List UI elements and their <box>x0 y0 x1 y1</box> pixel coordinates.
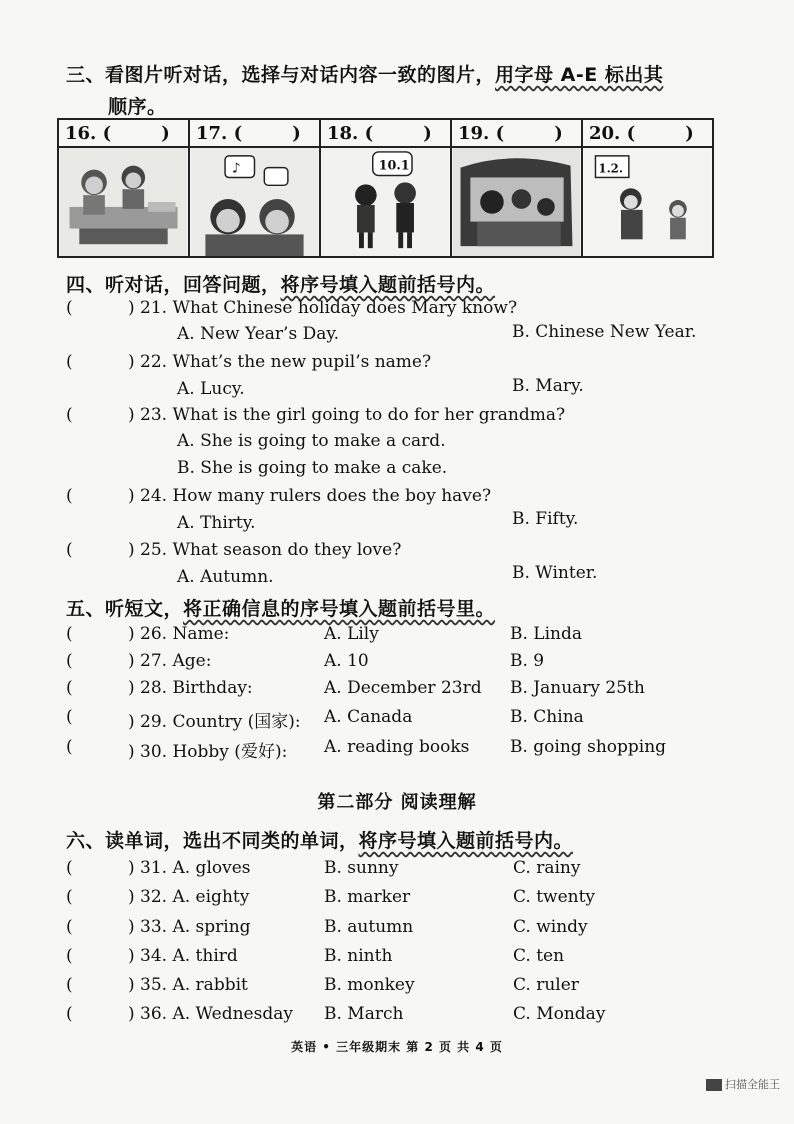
question-text: ) 23. What is the girl going to do for her grandma? <box>128 405 566 425</box>
scanner-watermark <box>706 1076 780 1092</box>
section6-title-underlined: 将序号填入题前括号内。 <box>358 830 574 852</box>
part2-title: 第二部分 阅读理解 <box>317 792 477 813</box>
word-option-c: C. windy <box>513 917 588 937</box>
family-picture <box>452 148 581 256</box>
info-label: ) 27. Age: <box>128 651 212 671</box>
pic18-bubble-text: 10.1 <box>378 158 410 174</box>
option-21-a: A. New Year’s Day. <box>177 324 340 344</box>
picture-cell-19 <box>452 120 583 256</box>
section5-title <box>66 594 495 621</box>
option-25-b: B. Winter. <box>512 563 598 583</box>
section3-title-underlined: 用字母 A-E 标出其 <box>495 64 664 86</box>
word-option-a: ) 35. A. rabbit <box>128 975 248 995</box>
option-21-b: B. Chinese New Year. <box>512 322 697 342</box>
info-label: ) 30. Hobby (爱好): <box>128 742 288 762</box>
option-24-b: B. Fifty. <box>512 509 579 529</box>
answer-paren[interactable]: ( <box>66 540 73 560</box>
option-22-b: B. Mary. <box>512 376 584 396</box>
section4-title-text: 四、听对话，回答问题， <box>66 274 281 296</box>
picture-table <box>57 118 714 258</box>
section4-title <box>66 270 495 297</box>
picture-cell-17 <box>190 120 321 256</box>
cell-label-16: 16. ( ) <box>59 120 188 148</box>
answer-paren[interactable]: ( <box>66 707 73 727</box>
word-option-c: C. ruler <box>513 975 579 995</box>
option-a: A. Lily <box>324 624 379 644</box>
picture-cell-20 <box>583 120 712 256</box>
word-option-a: ) 31. A. gloves <box>128 858 251 878</box>
scanner-watermark-text: 扫描全能王 <box>725 1078 780 1091</box>
question-text: ) 22. What’s the new pupil’s name? <box>128 352 432 372</box>
question-text: ) 25. What season do they love? <box>128 540 402 560</box>
word-option-b: B. monkey <box>324 975 415 995</box>
section5-title-underlined: 将正确信息的序号填入题前括号里。 <box>183 598 496 620</box>
info-label: ) 26. Name: <box>128 624 230 644</box>
word-option-a: ) 36. A. Wednesday <box>128 1004 293 1024</box>
word-option-a: ) 34. A. third <box>128 946 238 966</box>
answer-paren[interactable]: ( <box>66 298 73 318</box>
option-22-a: A. Lucy. <box>177 379 245 399</box>
option-23-a: A. She is going to make a card. <box>177 431 446 451</box>
word-option-b: B. sunny <box>324 858 399 878</box>
answer-paren[interactable]: ( <box>66 737 73 757</box>
cell-label-20: 20. ( ) <box>583 120 712 148</box>
section3-title <box>66 60 663 87</box>
section5-title-text: 五、听短文， <box>66 598 184 620</box>
info-label: ) 29. Country (国家): <box>128 712 301 732</box>
picture-cell-16 <box>59 120 190 256</box>
option-b: B. Linda <box>510 624 582 644</box>
word-option-a: ) 32. A. eighty <box>128 887 250 907</box>
option-a: A. Canada <box>324 707 413 727</box>
word-option-a: ) 33. A. spring <box>128 917 251 937</box>
question-text: ) 24. How many rulers does the boy have? <box>128 486 492 506</box>
option-b: B. going shopping <box>510 737 667 757</box>
pic20-bubble-text: 1.2. <box>598 161 623 176</box>
kids-singing-picture <box>190 148 319 256</box>
option-a: A. December 23rd <box>324 678 482 698</box>
classroom-kids-picture <box>59 148 188 256</box>
word-option-c: C. twenty <box>513 887 596 907</box>
svg-text:♪: ♪ <box>231 160 241 177</box>
cell-label-17: 17. ( ) <box>190 120 319 148</box>
answer-paren[interactable]: ( <box>66 651 73 671</box>
word-option-b: B. March <box>324 1004 404 1024</box>
section6-title-text: 六、读单词，选出不同类的单词， <box>66 830 359 852</box>
info-label: ) 28. Birthday: <box>128 678 253 698</box>
answer-paren[interactable]: ( <box>66 678 73 698</box>
section3-title-text: 三、看图片听对话，选择与对话内容一致的图片， <box>66 64 496 86</box>
option-24-a: A. Thirty. <box>177 513 256 533</box>
option-b: B. 9 <box>510 651 545 671</box>
section6-title <box>66 826 573 853</box>
word-option-b: B. ninth <box>324 946 393 966</box>
word-option-b: B. autumn <box>324 917 414 937</box>
option-b: B. January 25th <box>510 678 645 698</box>
option-23-b: B. She is going to make a cake. <box>177 458 448 478</box>
answer-paren[interactable]: ( <box>66 946 73 966</box>
word-option-c: C. rainy <box>513 858 581 878</box>
answer-paren[interactable]: ( <box>66 975 73 995</box>
section3-title-line2: 顺序。 <box>108 96 167 118</box>
option-b: B. China <box>510 707 584 727</box>
word-option-b: B. marker <box>324 887 411 907</box>
answer-paren[interactable]: ( <box>66 352 73 372</box>
answer-paren[interactable]: ( <box>66 486 73 506</box>
answer-paren[interactable]: ( <box>66 917 73 937</box>
picture-cell-18 <box>321 120 452 256</box>
scanner-logo-icon <box>706 1079 722 1091</box>
section4-title-underlined: 将序号填入题前括号内。 <box>280 274 496 296</box>
word-option-c: C. Monday <box>513 1004 606 1024</box>
answer-paren[interactable]: ( <box>66 1004 73 1024</box>
word-option-c: C. ten <box>513 946 565 966</box>
answer-paren[interactable]: ( <box>66 858 73 878</box>
answer-paren[interactable]: ( <box>66 887 73 907</box>
option-a: A. reading books <box>324 737 470 757</box>
grandma-child-picture <box>583 148 712 256</box>
page-footer: 英语 • 三年级期末 第 2 页 共 4 页 <box>291 1040 503 1054</box>
cell-label-18: 18. ( ) <box>321 120 450 148</box>
answer-paren[interactable]: ( <box>66 624 73 644</box>
cell-label-19: 19. ( ) <box>452 120 581 148</box>
option-a: A. 10 <box>324 651 369 671</box>
question-text: ) 21. What Chinese holiday does Mary know? <box>128 298 518 318</box>
two-kids-date-picture <box>321 148 450 256</box>
option-25-a: A. Autumn. <box>177 567 274 587</box>
answer-paren[interactable]: ( <box>66 405 73 425</box>
